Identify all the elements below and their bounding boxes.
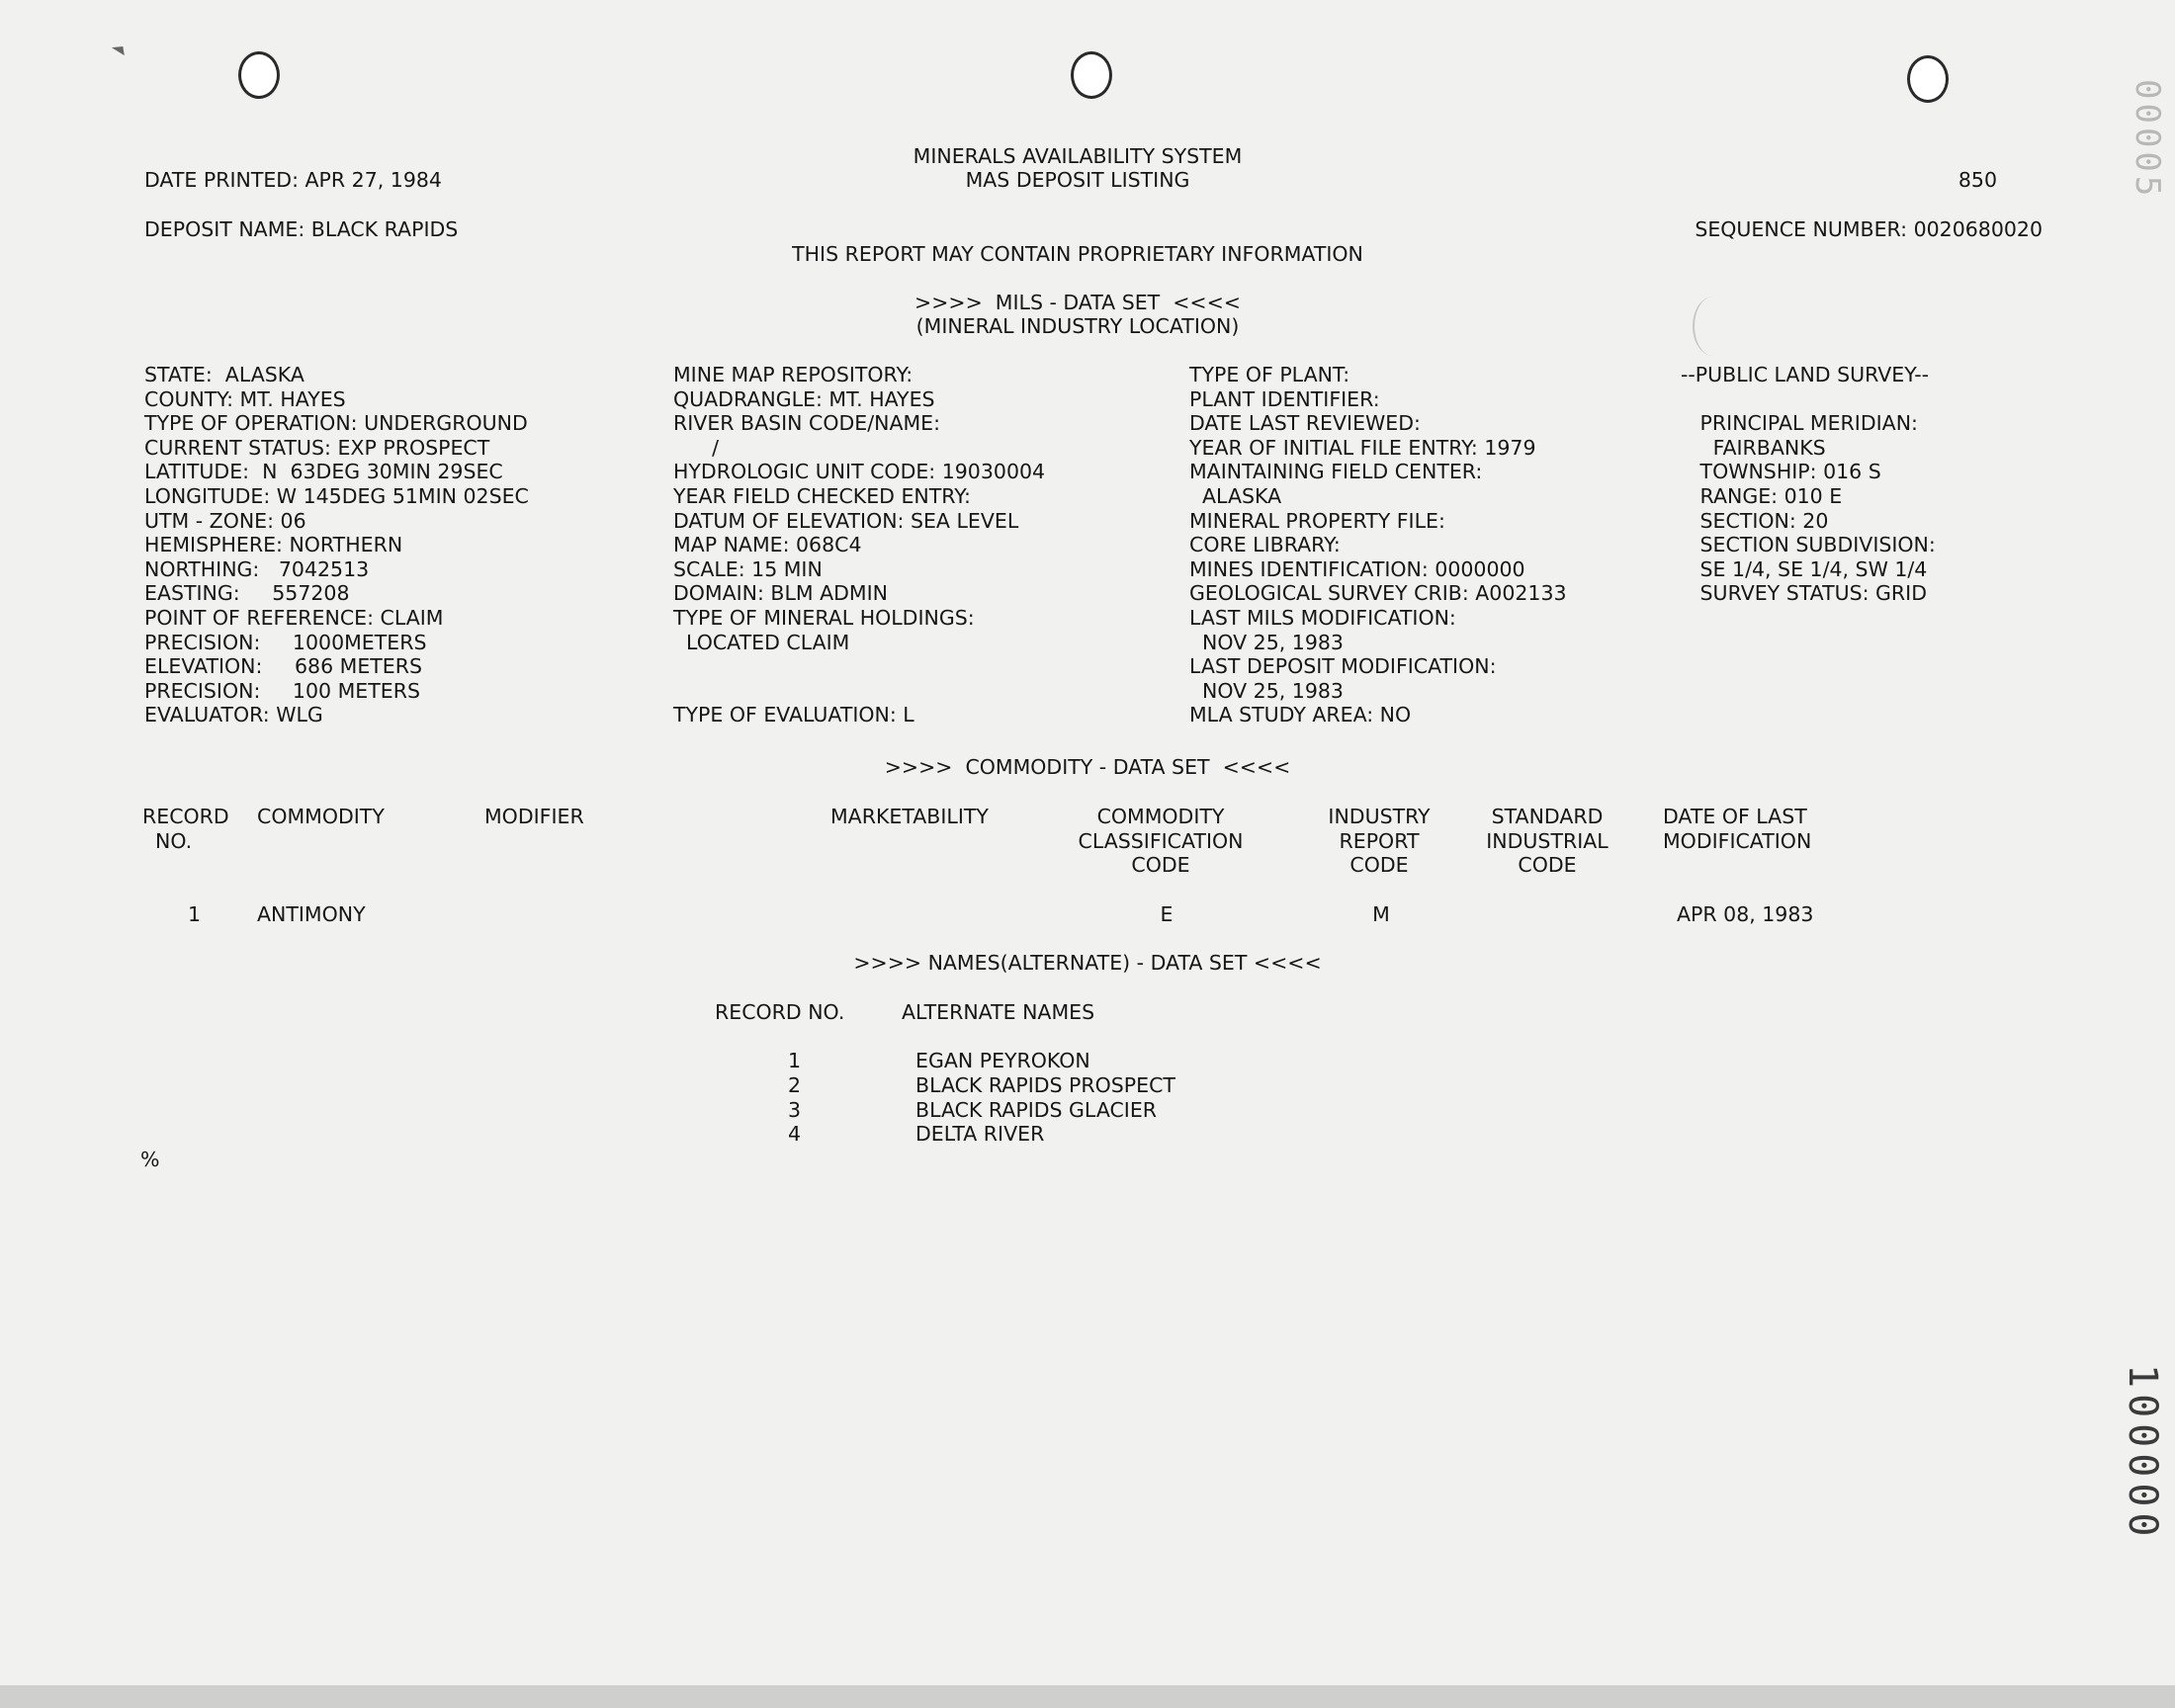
mils-field: MAINTAINING FIELD CENTER: — [1189, 460, 1483, 484]
date-printed: DATE PRINTED: APR 27, 1984 — [144, 168, 442, 192]
mils-field: TYPE OF OPERATION: UNDERGROUND — [144, 411, 528, 436]
survey-field: TOWNSHIP: 016 S — [1681, 460, 1881, 484]
mils-field: TYPE OF MINERAL HOLDINGS: — [673, 606, 975, 630]
mils-field: EASTING: 557208 — [144, 581, 350, 606]
mils-field: MAP NAME: 068C4 — [673, 533, 862, 557]
col-header-marketability: MARKETABILITY — [830, 805, 989, 828]
names-col-header-alternate-names: ALTERNATE NAMES — [902, 1000, 1095, 1024]
survey-heading: --PUBLIC LAND SURVEY-- — [1681, 363, 1930, 386]
page-number: 850 — [1958, 168, 1997, 192]
survey-field: PRINCIPAL MERIDIAN: — [1681, 411, 1918, 436]
col-header-record-no: RECORD NO. — [142, 805, 229, 853]
col-header-modifier: MODIFIER — [484, 805, 584, 828]
system-title: MINERALS AVAILABILITY SYSTEM — [913, 144, 1243, 168]
mils-field: NORTHING: 7042513 — [144, 556, 370, 581]
mils-field: MINERAL PROPERTY FILE: — [1189, 508, 1445, 533]
cell-classification: E — [1160, 902, 1174, 926]
alternate-name: BLACK RAPIDS GLACIER — [915, 1098, 1158, 1122]
mils-field: DATUM OF ELEVATION: SEA LEVEL — [673, 508, 1019, 533]
punch-hole-center — [1071, 51, 1112, 99]
mils-field: GEOLOGICAL SURVEY CRIB: A002133 — [1189, 581, 1567, 606]
mils-field: ALASKA — [1189, 484, 1282, 508]
col-header-industry-report: INDUSTRY REPORT CODE — [1328, 805, 1431, 878]
stamp-top-right: 00005 — [2128, 79, 2167, 201]
name-record-no: 4 — [788, 1122, 802, 1146]
mils-field: ELEVATION: 686 METERS — [144, 654, 423, 679]
names-heading: >>>> NAMES(ALTERNATE) - DATA SET <<<< — [853, 951, 1322, 975]
mils-field: EVALUATOR: WLG — [144, 703, 323, 727]
survey-field: SECTION SUBDIVISION: — [1681, 533, 1936, 557]
mils-field: TYPE OF PLANT: — [1189, 363, 1350, 386]
col-header-classification: COMMODITY CLASSIFICATION CODE — [1078, 805, 1244, 878]
end-of-record-mark: % — [140, 1148, 160, 1171]
mils-field: HYDROLOGIC UNIT CODE: 19030004 — [673, 460, 1046, 484]
mils-field: NOV 25, 1983 — [1189, 630, 1344, 654]
mils-field: PLANT IDENTIFIER: — [1189, 386, 1380, 411]
mils-field: YEAR FIELD CHECKED ENTRY: — [673, 484, 971, 508]
mils-field: LAST MILS MODIFICATION: — [1189, 606, 1456, 630]
mils-field: POINT OF REFERENCE: CLAIM — [144, 606, 444, 630]
alternate-name: EGAN PEYROKON — [915, 1049, 1090, 1072]
mils-field: DOMAIN: BLM ADMIN — [673, 581, 889, 606]
names-col-header-record-no: RECORD NO. — [715, 1000, 845, 1024]
mils-field: HEMISPHERE: NORTHERN — [144, 533, 403, 557]
scanner-bottom-edge — [0, 1685, 2175, 1708]
name-record-no: 3 — [788, 1098, 802, 1122]
survey-field: FAIRBANKS — [1681, 435, 1826, 460]
sequence-number: SEQUENCE NUMBER: 0020680020 — [1695, 217, 2043, 241]
cell-record-no: 1 — [188, 902, 202, 926]
scan-curl-mark — [1693, 297, 1734, 356]
mils-field: SCALE: 15 MIN — [673, 556, 823, 581]
mils-field: PRECISION: 1000METERS — [144, 630, 427, 654]
mils-field: LATITUDE: N 63DEG 30MIN 29SEC — [144, 460, 503, 484]
name-record-no: 1 — [788, 1049, 802, 1072]
commodity-heading: >>>> COMMODITY - DATA SET <<<< — [884, 755, 1291, 779]
mils-field: UTM - ZONE: 06 — [144, 508, 306, 533]
proprietary-notice: THIS REPORT MAY CONTAIN PROPRIETARY INFORMATION — [792, 242, 1363, 266]
mils-field: CURRENT STATUS: EXP PROSPECT — [144, 435, 490, 460]
stamp-bottom-right: 100000 — [2120, 1364, 2165, 1543]
col-header-commodity: COMMODITY — [257, 805, 385, 828]
mils-field: / — [673, 435, 720, 460]
alternate-name: BLACK RAPIDS PROSPECT — [915, 1073, 1175, 1097]
mils-heading: >>>> MILS - DATA SET <<<< — [914, 291, 1241, 314]
survey-field: SECTION: 20 — [1681, 508, 1829, 533]
survey-field: SE 1/4, SE 1/4, SW 1/4 — [1681, 556, 1928, 581]
mils-subheading: (MINERAL INDUSTRY LOCATION) — [915, 314, 1240, 338]
col-header-standard-industrial: STANDARD INDUSTRIAL CODE — [1486, 805, 1609, 878]
punch-hole-right — [1907, 55, 1949, 103]
cell-commodity: ANTIMONY — [257, 902, 366, 926]
mils-field: QUADRANGLE: MT. HAYES — [673, 386, 935, 411]
scan-speck-mark — [112, 42, 128, 58]
mils-field: PRECISION: 100 METERS — [144, 678, 420, 703]
survey-field: SURVEY STATUS: GRID — [1681, 581, 1928, 606]
survey-field: RANGE: 010 E — [1681, 484, 1843, 508]
mils-field: LOCATED CLAIM — [673, 630, 850, 654]
mils-field: LONGITUDE: W 145DEG 51MIN 02SEC — [144, 484, 529, 508]
deposit-name: DEPOSIT NAME: BLACK RAPIDS — [144, 217, 459, 241]
mils-field: RIVER BASIN CODE/NAME: — [673, 411, 941, 436]
punch-hole-left — [238, 51, 280, 99]
mils-field: TYPE OF EVALUATION: L — [673, 703, 914, 727]
mils-field: NOV 25, 1983 — [1189, 678, 1344, 703]
cell-date-modification: APR 08, 1983 — [1677, 902, 1814, 926]
mils-field: STATE: ALASKA — [144, 363, 304, 386]
mils-field: MLA STUDY AREA: NO — [1189, 703, 1412, 727]
col-header-date-modification: DATE OF LAST MODIFICATION — [1663, 805, 1812, 853]
mils-field: LAST DEPOSIT MODIFICATION: — [1189, 654, 1497, 679]
mils-field: MINE MAP REPOSITORY: — [673, 363, 914, 386]
listing-title: MAS DEPOSIT LISTING — [965, 168, 1190, 192]
alternate-name: DELTA RIVER — [915, 1122, 1045, 1146]
mils-field: MINES IDENTIFICATION: 0000000 — [1189, 556, 1525, 581]
mils-field: YEAR OF INITIAL FILE ENTRY: 1979 — [1189, 435, 1536, 460]
name-record-no: 2 — [788, 1073, 802, 1097]
mils-field: DATE LAST REVIEWED: — [1189, 411, 1421, 436]
mils-field: CORE LIBRARY: — [1189, 533, 1341, 557]
mils-field: COUNTY: MT. HAYES — [144, 386, 346, 411]
cell-industry-report: M — [1372, 902, 1390, 926]
